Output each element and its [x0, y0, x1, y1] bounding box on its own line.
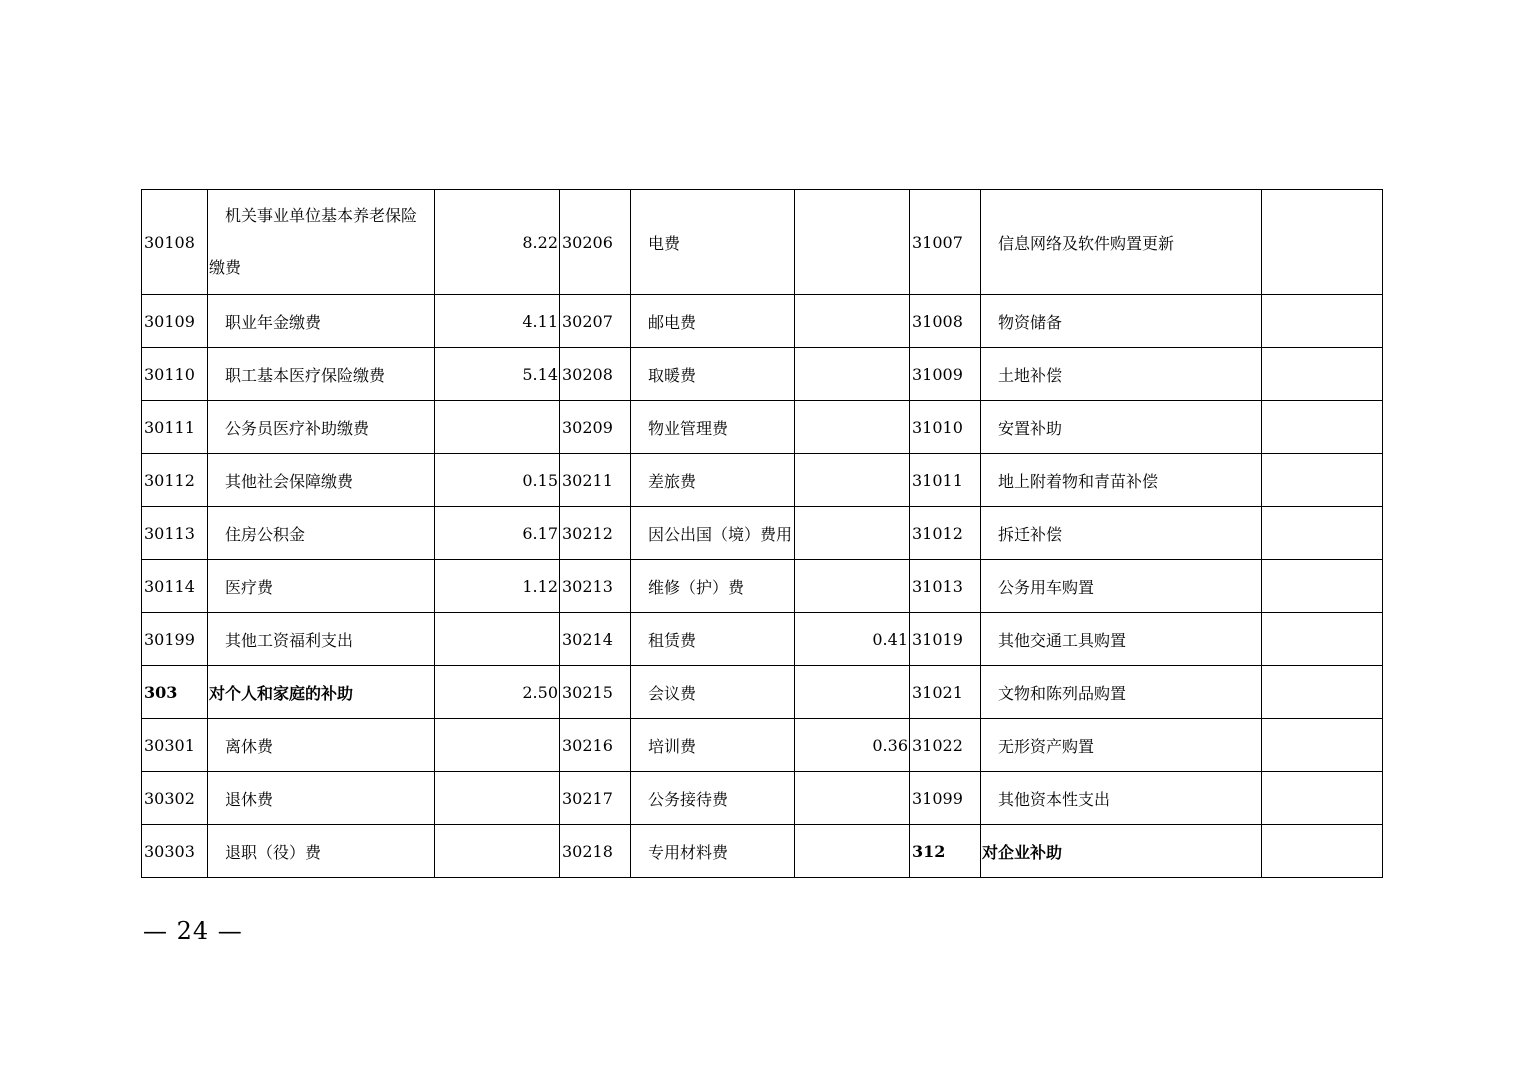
- code-cell: 30206: [560, 190, 631, 295]
- name-cell: 拆迁补偿: [981, 507, 1262, 560]
- code-cell: 31009: [910, 348, 981, 401]
- code-cell: 30108: [142, 190, 208, 295]
- amount-cell: [795, 454, 910, 507]
- amount-cell: [1262, 401, 1383, 454]
- name-cell: 取暖费: [631, 348, 795, 401]
- amount-cell: [1262, 295, 1383, 348]
- table-row: [142, 560, 1383, 613]
- amount-cell: [435, 772, 560, 825]
- table-row: [142, 772, 1383, 825]
- amount-cell: [1262, 348, 1383, 401]
- amount-cell: 0.41: [795, 613, 910, 666]
- code-cell: 30112: [142, 454, 208, 507]
- amount-cell: [1262, 825, 1383, 878]
- amount-cell: [435, 613, 560, 666]
- amount-cell: [795, 825, 910, 878]
- category-code-cell: 312: [910, 825, 981, 878]
- code-cell: 31008: [910, 295, 981, 348]
- amount-cell: [1262, 454, 1383, 507]
- name-cell: 公务员医疗补助缴费: [208, 401, 435, 454]
- code-cell: 30111: [142, 401, 208, 454]
- name-cell: 住房公积金: [208, 507, 435, 560]
- budget-table: [141, 189, 1383, 878]
- name-cell: 差旅费: [631, 454, 795, 507]
- code-cell: 30213: [560, 560, 631, 613]
- amount-cell: [795, 295, 910, 348]
- code-cell: 31010: [910, 401, 981, 454]
- code-cell: 30216: [560, 719, 631, 772]
- name-cell: 会议费: [631, 666, 795, 719]
- table-row: [142, 401, 1383, 454]
- amount-cell: [1262, 772, 1383, 825]
- name-cell: 职业年金缴费: [208, 295, 435, 348]
- code-cell: 30114: [142, 560, 208, 613]
- amount-cell: [795, 507, 910, 560]
- name-cell: 离休费: [208, 719, 435, 772]
- amount-cell: [1262, 190, 1383, 295]
- name-cell: 租赁费: [631, 613, 795, 666]
- name-cell: 电费: [631, 190, 795, 295]
- table-row: [142, 454, 1383, 507]
- name-cell: 无形资产购置: [981, 719, 1262, 772]
- table-row: [142, 613, 1383, 666]
- code-cell: 30215: [560, 666, 631, 719]
- code-cell: 31013: [910, 560, 981, 613]
- code-cell: 31022: [910, 719, 981, 772]
- amount-cell: [435, 401, 560, 454]
- name-cell: 培训费: [631, 719, 795, 772]
- category-code-cell: 303: [142, 666, 208, 719]
- code-cell: 30109: [142, 295, 208, 348]
- name-cell: 其他工资福利支出: [208, 613, 435, 666]
- code-cell: 30110: [142, 348, 208, 401]
- name-cell: 其他交通工具购置: [981, 613, 1262, 666]
- name-cell: 退职（役）费: [208, 825, 435, 878]
- amount-cell: 2.50: [435, 666, 560, 719]
- amount-cell: 5.14: [435, 348, 560, 401]
- table-row: [142, 666, 1383, 719]
- amount-cell: [795, 560, 910, 613]
- code-cell: 30199: [142, 613, 208, 666]
- amount-cell: 0.36: [795, 719, 910, 772]
- amount-cell: [1262, 666, 1383, 719]
- code-cell: 30303: [142, 825, 208, 878]
- amount-cell: 6.17: [435, 507, 560, 560]
- name-cell: 物资储备: [981, 295, 1262, 348]
- code-cell: 30209: [560, 401, 631, 454]
- code-cell: 30212: [560, 507, 631, 560]
- amount-cell: [1262, 613, 1383, 666]
- table-row: [142, 507, 1383, 560]
- name-line-1: 机关事业单位基本养老保险: [225, 206, 418, 225]
- table-row: [142, 719, 1383, 772]
- table-row: [142, 190, 1383, 295]
- name-cell: 其他资本性支出: [981, 772, 1262, 825]
- code-cell: 31019: [910, 613, 981, 666]
- amount-cell: [435, 825, 560, 878]
- amount-cell: [1262, 560, 1383, 613]
- name-line-2: 缴费: [209, 258, 242, 277]
- amount-cell: [1262, 719, 1383, 772]
- category-name-cell: 对企业补助: [981, 825, 1262, 878]
- amount-cell: 0.15: [435, 454, 560, 507]
- name-cell: 职工基本医疗保险缴费: [208, 348, 435, 401]
- name-cell: 物业管理费: [631, 401, 795, 454]
- amount-cell: [795, 348, 910, 401]
- table-row: [142, 825, 1383, 878]
- name-cell: 维修（护）费: [631, 560, 795, 613]
- amount-cell: 4.11: [435, 295, 560, 348]
- amount-cell: [1262, 507, 1383, 560]
- amount-cell: 8.22: [435, 190, 560, 295]
- table-row: [142, 295, 1383, 348]
- code-cell: 30211: [560, 454, 631, 507]
- category-name-cell: 对个人和家庭的补助: [208, 666, 435, 719]
- name-cell: 土地补偿: [981, 348, 1262, 401]
- name-cell: 邮电费: [631, 295, 795, 348]
- table-row: [142, 348, 1383, 401]
- name-cell: 专用材料费: [631, 825, 795, 878]
- amount-cell: [435, 719, 560, 772]
- page-number: — 24 —: [143, 917, 243, 945]
- code-cell: 30208: [560, 348, 631, 401]
- code-cell: 30217: [560, 772, 631, 825]
- code-cell: 30301: [142, 719, 208, 772]
- code-cell: 30113: [142, 507, 208, 560]
- code-cell: 30302: [142, 772, 208, 825]
- name-cell: 地上附着物和青苗补偿: [981, 454, 1262, 507]
- amount-cell: [795, 401, 910, 454]
- name-cell: 文物和陈列品购置: [981, 666, 1262, 719]
- amount-cell: [795, 666, 910, 719]
- code-cell: 31007: [910, 190, 981, 295]
- code-cell: 31099: [910, 772, 981, 825]
- name-cell: 退休费: [208, 772, 435, 825]
- name-cell: 因公出国（境）费用: [631, 507, 795, 560]
- name-cell: 信息网络及软件购置更新: [981, 190, 1262, 295]
- name-cell: 公务接待费: [631, 772, 795, 825]
- name-cell: 其他社会保障缴费: [208, 454, 435, 507]
- amount-cell: [795, 772, 910, 825]
- amount-cell: [795, 190, 910, 295]
- code-cell: 30218: [560, 825, 631, 878]
- name-cell: 安置补助: [981, 401, 1262, 454]
- code-cell: 30214: [560, 613, 631, 666]
- code-cell: 31011: [910, 454, 981, 507]
- name-cell: 医疗费: [208, 560, 435, 613]
- name-cell: [208, 190, 435, 295]
- code-cell: 31012: [910, 507, 981, 560]
- amount-cell: 1.12: [435, 560, 560, 613]
- code-cell: 31021: [910, 666, 981, 719]
- code-cell: 30207: [560, 295, 631, 348]
- name-cell: 公务用车购置: [981, 560, 1262, 613]
